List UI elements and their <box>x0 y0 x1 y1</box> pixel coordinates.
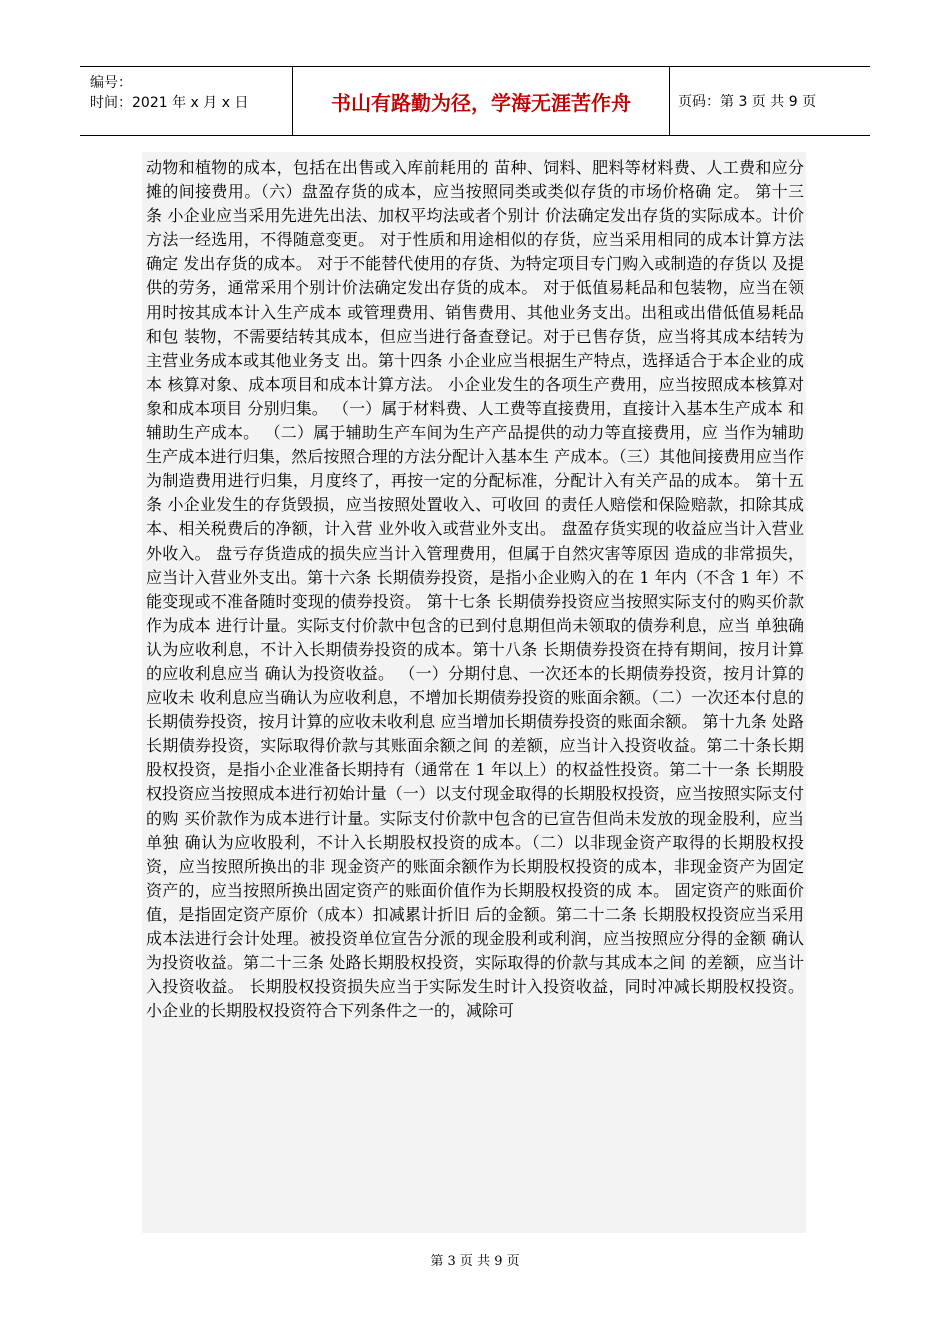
document-number-label: 编号： <box>90 75 132 91</box>
page-footer: 第 3 页 共 9 页 <box>430 1254 520 1269</box>
page-header <box>80 66 870 136</box>
body-paragraph: 动物和植物的成本，包括在出售或入库前耗用的 苗种、饲料、肥料等材料费、人工费和应分摊的间接费用。（六）盘盈存货的成本，应当按照同类或类似存货的市场价格确 定。 第十三条 小企业应当采用先进先出法、加权平均法或者个别计 价法确定发出存货的实际成本。计价方法一经选用，不得随意变更。 对于性质和用途相似的存货，应当采用相同的成本计算方法确定 发出存货的成本。 对于不能替代使用的存货、为特定项目专门购入或制造的存货以 及提供的劳务，通常采用个别计价法确定发出存货的成本。 对于低值易耗品和包装物，应当在领用时按其成本计入生产成本 或管理费用、销售费用、其他业务支出。出租或出借低值易耗品和包 装物，不需要结转其成本，但应当进行备查登记。对于已售存货，应当将其成本结转为主营业务成本或其他业务支 出。第十四条 小企业应当根据生产特点，选择适合于本企业的成本 核算对象、成本项目和成本计算方法。 小企业发生的各项生产费用，应当按照成本核算对象和成本项目 分别归集。 （一）属于材料费、人工费等直接费用，直接计入基本生产成本 和辅助生产成本。 （二）属于辅助生产车间为生产产品提供的动力等直接费用，应 当作为辅助生产成本进行归集，然后按照合理的方法分配计入基本生 产成本。（三）其他间接费用应当作为制造费用进行归集，月度终了，再按一定的分配标准，分配计入有关产品的成本。 第十五条 小企业发生的存货毁损，应当按照处置收入、可收回 的责任人赔偿和保险赔款，扣除其成本、相关税费后的净额，计入营 业外收入或营业外支出。 盘盈存货实现的收益应当计入营业外收入。 盘亏存货造成的损失应当计入管理费用，但属于自然灾害等原因 造成的非常损失，应当计入营业外支出。第十六条 长期债券投资，是指小企业购入的在 1 年内（不含 1 年）不能变现或不准备随时变现的债券投资。 第十七条 长期债券投资应当按照实际支付的购买价款作为成本 进行计量。实际支付价款中包含的已到付息期但尚未领取的债券利息，应当 单独确认为应收利息，不计入长期债券投资的成本。第十八条 长期债券投资在持有期间，按月计算的应收利息应当 确认为投资收益。 （一）分期付息、一次还本的长期债券投资，按月计算的应收未 收利息应当确认为应收利息，不增加长期债券投资的账面余额。（二）一次还本付息的长期债券投资，按月计算的应收未收利息 应当增加长期债券投资的账面余额。 第十九条 处路长期债券投资，实际取得价款与其账面余额之间 的差额，应当计入投资收益。第二十条长期股权投资，是指小企业准备长期持有（通常在 1 年以上）的权益性投资。第二十一条 长期股权投资应当按照成本进行初始计量（一）以支付现金取得的长期股权投资，应当按照实际支付的购 买价款作为成本进行计量。实际支付价款中包含的已宣告但尚未发放的现金股利，应当单独 确认为应收股利，不计入长期股权投资的成本。（二）以非现金资产取得的长期股权投资，应当按照所换出的非 现金资产的账面余额作为长期股权投资的成本，非现金资产为固定资产的，应当按照所换出固定资产的账面价值作为长期股权投资的成 本。 固定资产的账面价值，是指固定资产原价（成本）扣减累计折旧 后的金额。第二十二条 长期股权投资应当采用成本法进行会计处理。被投资单位宣告分派的现金股利或利润，应当按照应分得的金额 确认为投资收益。第二十三条 处路长期股权投资，实际取得的价款与其成本之间 的差额，应当计入投资收益。 长期股权投资损失应当于实际发生时计入投资收益，同时冲减长期股权投资。 小企业的长期股权投资符合下列条件之一的，减除可 <box>146 158 804 1021</box>
header-meta <box>80 67 293 135</box>
document-time-label: 时间：2021 年 x 月 x 日 <box>90 95 249 111</box>
header-motto: 书山有路勤为径，学海无涯苦作舟 <box>293 67 670 135</box>
document-body <box>142 152 806 1233</box>
header-page-info: 页码：第 3 页 共 9 页 <box>678 94 817 110</box>
